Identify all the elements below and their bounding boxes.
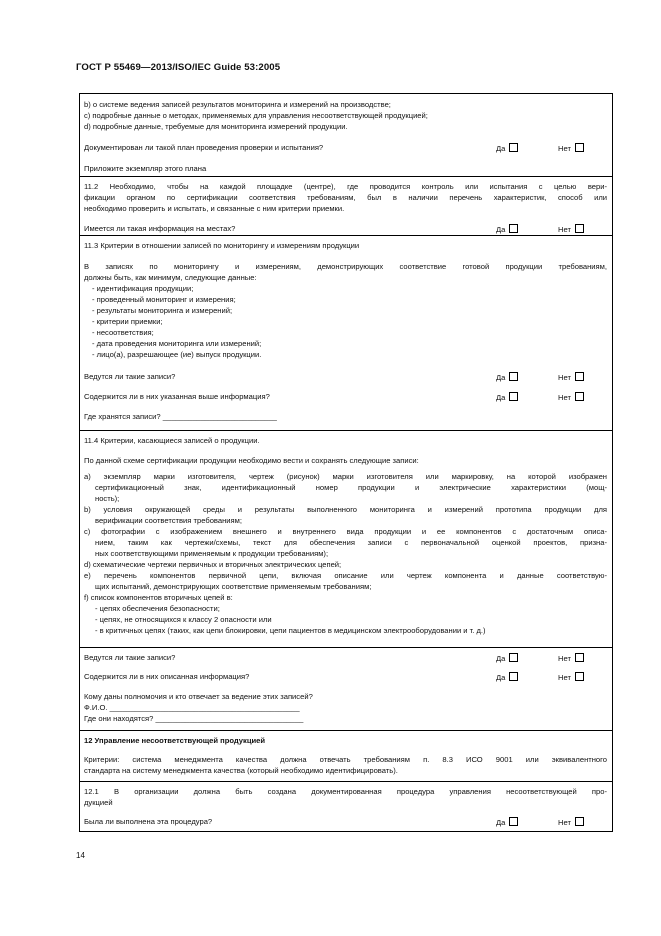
list-item: - дата проведения мониторинга или измерений; — [92, 339, 262, 348]
list-item: ных соответствующими применяемым к продукции требованиям); — [95, 549, 329, 558]
list-item: - критерии приемки; — [92, 317, 163, 326]
list-item: нием, таким как чертежи/схемы, текст для обеспечения записи с первоначальной оценкой проектов, призна- — [95, 538, 607, 547]
list-item: a) экземпляр марки изготовителя, чертеж (рисунок) марки изготовителя или маркировку, на которой изображен — [84, 472, 607, 481]
paragraph-line: должны быть, как минимум, следующие данные: — [84, 273, 257, 282]
section-monitoring-plan — [80, 94, 612, 174]
no-option — [558, 372, 584, 384]
yes-checkbox[interactable] — [509, 392, 518, 401]
yes-label: Да — [496, 818, 506, 827]
yes-option — [496, 224, 518, 236]
checklist-table — [79, 93, 613, 832]
list-item: e) перечень компонентов первичной цепи, включая описание или чертеж компонента и данные соответствую- — [84, 571, 607, 580]
section-11-2 — [80, 176, 612, 235]
section-records-questions — [80, 647, 612, 731]
name-field[interactable]: Ф.И.О. _____________________________________________ — [84, 703, 300, 712]
no-label: Нет — [558, 393, 571, 402]
paragraph-line: дукцией — [84, 798, 113, 807]
yes-checkbox[interactable] — [509, 372, 518, 381]
no-label: Нет — [558, 225, 571, 234]
paragraph-line: В записях по мониторингу и измерениям, демонстрирующих соответствие готовой продукции требованиям, — [84, 262, 607, 271]
section-12-1 — [80, 781, 612, 833]
no-checkbox[interactable] — [575, 372, 584, 381]
no-checkbox[interactable] — [575, 392, 584, 401]
no-checkbox[interactable] — [575, 653, 584, 662]
paragraph-line: 12.1 В организации должна быть создана документированная процедура управления несоответствующей про- — [84, 787, 607, 796]
paragraph-line: стандарта на систему менеджмента качества (который необходимо идентифицировать). — [84, 766, 398, 775]
yes-option — [496, 392, 518, 404]
paragraph-line: 11.2 Необходимо, чтобы на каждой площадке (центре), где проводится контроль или испытания с целью вери- — [84, 182, 607, 191]
question-text: Содержится ли в них указанная выше информация? — [84, 392, 270, 401]
yes-option — [496, 817, 518, 829]
paragraph-line: По данной схеме сертификации продукции необходимо вести и сохранять следующие записи: — [84, 456, 419, 465]
note-text: Приложите экземпляр этого плана — [84, 164, 207, 173]
yes-option — [496, 372, 518, 384]
yes-checkbox[interactable] — [509, 224, 518, 233]
list-item: c) фотографии с изображением внешнего и внутреннего вида продукции и ее компонентов с достаточным описа- — [84, 527, 607, 536]
no-label: Нет — [558, 144, 571, 153]
storage-location-field[interactable]: Где хранятся записи? ___________________________ — [84, 412, 277, 421]
yes-checkbox[interactable] — [509, 817, 518, 826]
list-item: - идентификация продукции; — [92, 284, 194, 293]
list-item: b) условия окружающей среды и результаты выполненного мониторинга и измерений прототипа продукции для — [84, 505, 607, 514]
yes-checkbox[interactable] — [509, 672, 518, 681]
list-item: d) подробные данные, требуемые для мониторинга измерений продукции. — [84, 122, 348, 131]
question-text: Имеется ли такая информация на местах? — [84, 224, 236, 233]
yes-option — [496, 143, 518, 155]
no-checkbox[interactable] — [575, 143, 584, 152]
yes-label: Да — [496, 225, 506, 234]
no-label: Нет — [558, 818, 571, 827]
question-text: Была ли выполнена эта процедура? — [84, 817, 213, 826]
no-label: Нет — [558, 373, 571, 382]
yes-checkbox[interactable] — [509, 143, 518, 152]
no-label: Нет — [558, 654, 571, 663]
paragraph-line: необходимо проверить и испытать, и связанные с ним критерии приемки. — [84, 204, 345, 213]
question-text: Содержится ли в них описанная информация? — [84, 672, 250, 681]
no-checkbox[interactable] — [575, 672, 584, 681]
document-header: ГОСТ Р 55469—2013/ISO/IEC Guide 53:2005 — [76, 62, 281, 73]
yes-label: Да — [496, 654, 506, 663]
question-text: Ведутся ли такие записи? — [84, 653, 176, 662]
no-option — [558, 653, 584, 665]
yes-option — [496, 672, 518, 684]
no-option — [558, 672, 584, 684]
no-option — [558, 143, 584, 155]
section-11-3 — [80, 235, 612, 430]
section-11-4 — [80, 430, 612, 648]
list-item: - лицо(а), разрешающее (ие) выпуск продукции. — [92, 350, 262, 359]
list-item: - в критичных цепях (таких, как цепи блокировки, цепи пациентов в медицинском электрооборудовании и т. д.) — [95, 626, 486, 635]
list-item: d) схематические чертежи первичных и вторичных электрических цепей; — [84, 560, 342, 569]
list-item: b) о системе ведения записей результатов мониторинга и измерений на производстве; — [84, 100, 391, 109]
section-title: 11.3 Критерии в отношении записей по мониторингу и измерениям продукции — [84, 241, 360, 250]
yes-label: Да — [496, 673, 506, 682]
no-checkbox[interactable] — [575, 817, 584, 826]
list-item: c) подробные данные о методах, применяемых для управления несоответствующей продукцией; — [84, 111, 428, 120]
list-item: верификации соответствия требованиям; — [95, 516, 242, 525]
list-item: - проведенный мониторинг и измерения; — [92, 295, 236, 304]
no-checkbox[interactable] — [575, 224, 584, 233]
section-12 — [80, 730, 612, 782]
section-title: 12 Управление несоответствующей продукцией — [84, 736, 266, 745]
list-item: сертификационный знак, идентификационный номер продукции и электрические характеристики (мощ- — [95, 483, 607, 492]
no-label: Нет — [558, 673, 571, 682]
yes-label: Да — [496, 373, 506, 382]
list-item: f) список компонентов вторичных цепей в: — [84, 593, 233, 602]
paragraph-line: Критерии: система менеджмента качества должна отвечать требованиям п. 8.3 ИСО 9001 или эквивалентного — [84, 755, 607, 764]
question-text: Ведутся ли такие записи? — [84, 372, 176, 381]
list-item: - результаты мониторинга и измерений; — [92, 306, 233, 315]
list-item: щих испытаний, демонстрирующих соответствие применяемым требованиям; — [95, 582, 372, 591]
yes-checkbox[interactable] — [509, 653, 518, 662]
no-option — [558, 224, 584, 236]
section-title: 11.4 Критерии, касающиеся записей о продукции. — [84, 436, 260, 445]
list-item: - цепях обеспечения безопасности; — [95, 604, 220, 613]
yes-option — [496, 653, 518, 665]
list-item: ность); — [95, 494, 120, 503]
yes-label: Да — [496, 393, 506, 402]
paragraph-line: фикации органом по сертификации соответствия требованиям, был в наличии перечень характеристик, способ или — [84, 193, 607, 202]
question-text: Документирован ли такой план проведения проверки и испытания? — [84, 143, 324, 152]
page-number: 14 — [76, 851, 85, 860]
list-item: - цепях, не относящихся к классу 2 опасности или — [95, 615, 272, 624]
yes-label: Да — [496, 144, 506, 153]
location-field[interactable]: Где они находятся? ___________________________________ — [84, 714, 304, 723]
no-option — [558, 817, 584, 829]
question-text: Кому даны полномочия и кто отвечает за ведение этих записей? — [84, 692, 313, 701]
no-option — [558, 392, 584, 404]
list-item: - несоответствия; — [92, 328, 154, 337]
